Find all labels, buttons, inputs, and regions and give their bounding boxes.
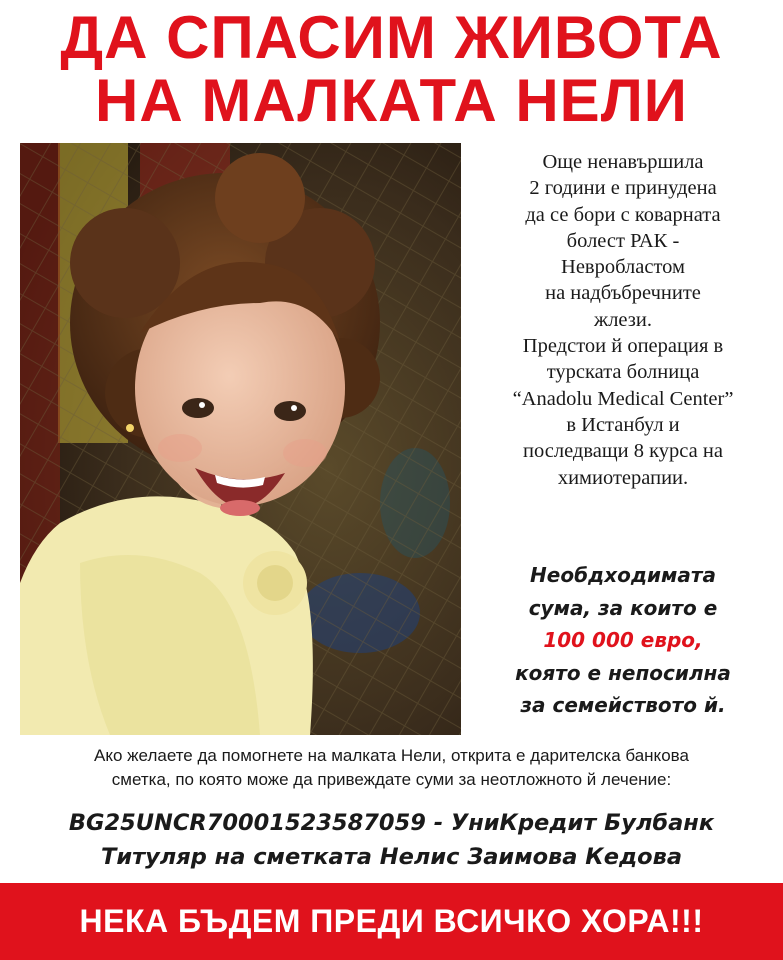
donation-info-line-2: сметка, по която може да привеждате суми за неотложното й лечение: — [111, 770, 672, 789]
story-line: химиотерапии. — [557, 466, 689, 489]
story-line: Невробластом — [561, 256, 685, 279]
footer-banner-text: НЕКА БЪДЕМ ПРЕДИ ВСИЧКО ХОРА!!! — [79, 903, 704, 939]
story-line: да се бори с коварната — [525, 203, 721, 226]
child-photo — [20, 143, 461, 735]
story-line: в Истанбул и — [566, 413, 680, 436]
bank-details — [0, 806, 783, 874]
account-holder-line: Титуляр на сметката Нелис Заимова Кедова — [100, 844, 683, 870]
story-line: на надбъбречните — [545, 282, 701, 305]
appeal-text — [468, 559, 778, 722]
story-line: последващи 8 курса на — [523, 440, 723, 463]
story-text — [468, 149, 778, 491]
story-line: Още ненавършила — [542, 151, 704, 173]
headline-line-1: ДА СПАСИМ ЖИВОТА — [60, 4, 723, 71]
headline-line-2: НА МАЛКАТА НЕЛИ — [95, 67, 688, 134]
story-line: “Anadolu Medical Center” — [512, 387, 734, 410]
donation-info — [0, 744, 783, 792]
appeal-line-5: за семейството й. — [520, 693, 726, 717]
appeal-line-2: сума, за които е — [528, 595, 718, 620]
story-line: 2 години е принудена — [529, 177, 717, 200]
appeal-line-1: Необдходимата — [530, 563, 716, 587]
donation-info-line-1: Ако желаете да помогнете на малката Нели, открита е дарителска банкова — [94, 746, 689, 765]
footer-banner — [0, 883, 783, 960]
appeal-line-4: която е непосилна — [515, 660, 731, 685]
story-line: Предстои й операция в — [522, 335, 724, 358]
story-line: жлези. — [594, 308, 652, 331]
story-line: турската болница — [546, 361, 700, 384]
iban-line: BG25UNCR70001523587059 - УниКредит Булбанк — [68, 810, 715, 836]
story-line: болест РАК - — [566, 229, 680, 252]
child-photo-illustration — [20, 143, 461, 735]
required-amount: 100 000 евро, — [543, 628, 703, 652]
